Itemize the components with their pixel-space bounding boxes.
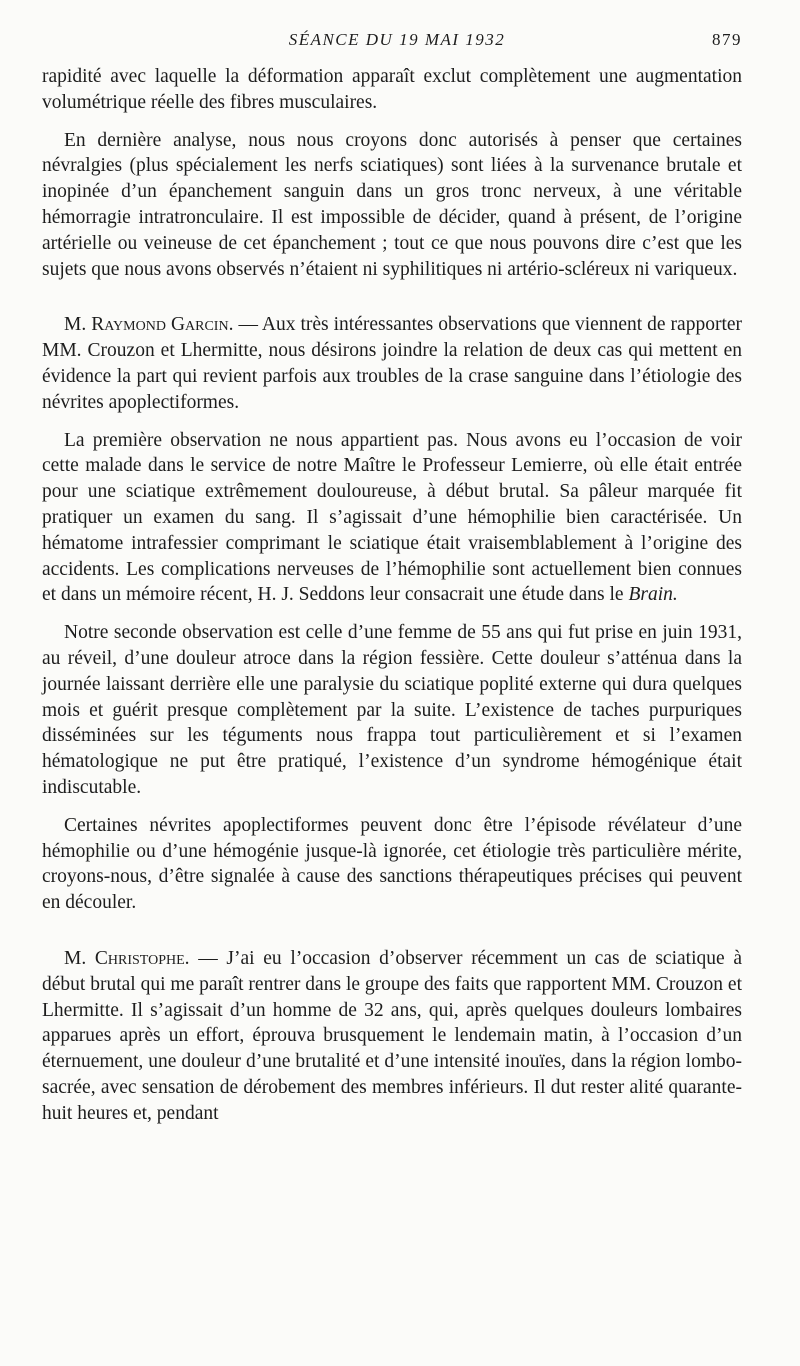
paragraph-text: — J’ai eu l’occasion d’observer récemment un cas de sciatique à début brutal qui me paraît rentrer dans le groupe des faits que rapportent MM. Crouzon et Lhermitte. Il s’agissait d’un homme de 32 ans, qui, après quelques douleurs lombaires apparues après un effort, éprouva brusquement le lendemain matin, à l’occasion d’un éternuement, une douleur d’une brutalité et d’une intensité inouïes, dans la région lombo-sacrée, avec sensation de dérobement des membres inférieurs. Il dut rester alité quarante-huit heures et, pendant bbox=[42, 947, 742, 1124]
running-header bbox=[42, 30, 752, 56]
running-title: SÉANCE DU 19 MAI 1932 bbox=[288, 30, 506, 49]
paragraph-text: La première observation ne nous appartient pas. Nous avons eu l’occasion de voir cette malade dans le service de notre Maître le Professeur Lemierre, où elle était entrée pour une sciatique extrêmement douloureuse, à début brutal. Sa pâleur marquée fit pratiquer un examen du sang. Il s’agissait d’une hémophilie bien caractérisée. Un hématome intrafessier comprimant le sciatique était vraisemblablement à l’origine des accidents. Les complications nerveuses de l’hémophilie sont actuellement bien connues et dans un mémoire récent, H. J. Seddons leur consacrait une étude dans le bbox=[42, 429, 742, 606]
paragraph-text: Certaines névrites apoplectiformes peuvent donc être l’épisode révélateur d’une hémophilie ou d’une hémogénie jusque-là ignorée, cet étiologie très particulière mérite, croyons-nous, d’être signalée à cause des sanctions thérapeutiques précises qui peuvent en découler. bbox=[42, 814, 742, 914]
paragraph-first-observation bbox=[42, 428, 742, 609]
paragraph-garcin bbox=[42, 312, 742, 415]
paragraph-second-observation bbox=[42, 620, 742, 801]
paragraph-text: — Aux très intéressantes observations que viennent de rapporter MM. Crouzon et Lhermitte, nous désirons joindre la relation de deux cas qui mettent en évidence la part qui revient parfois aux troubles de la crase sanguine dans l’étiologie des névrites apoplectiformes. bbox=[42, 314, 743, 413]
paragraph-christophe bbox=[42, 946, 742, 1127]
paragraph-continuation bbox=[42, 64, 742, 116]
paragraph-text: En dernière analyse, nous nous croyons donc autorisés à penser que certaines névralgies (plus spécialement les nerfs sciatiques) sont liées à la survenance brutale et inopinée d’un épanchement sanguin dans un gros tronc nerveux, à une véritable hémorragie intratronculaire. Il est impossible de décider, quand à présent, de l’origine artérielle ou veineuse de cet épanchement ; tout ce que nous pouvons dire c’est que les sujets que nous avons observés n’étaient ni syphilitiques ni artério-scléreux ni variqueux. bbox=[42, 129, 742, 280]
page-number: 879 bbox=[712, 30, 742, 49]
speaker-name: M. Raymond Garcin. bbox=[64, 314, 234, 336]
journal-title: Brain. bbox=[628, 584, 678, 606]
paragraph-summary bbox=[42, 813, 742, 916]
paragraph-text: Notre seconde observation est celle d’une femme de 55 ans qui fut prise en juin 1931, au réveil, d’une douleur atroce dans la région fessière. Cette douleur s’atténua dans la journée laissant derrière elle une paralysie du sciatique poplité externe qui dura quelques mois et guérit presque complètement par la suite. L’existence de taches purpuriques disséminées sur les téguments nous frappa tout particulièrement et si l’examen hématologique ne put être pratiqué, l’existence d’un syndrome hémogénique était indiscutable. bbox=[42, 622, 742, 798]
body-text bbox=[42, 64, 742, 1126]
paragraph-conclusion bbox=[42, 128, 742, 283]
speaker-name: M. Christophe. bbox=[64, 947, 190, 969]
paragraph-text: rapidité avec laquelle la déformation apparaît exclut complètement une augmentation volumétrique réelle des fibres musculaires. bbox=[42, 66, 742, 113]
